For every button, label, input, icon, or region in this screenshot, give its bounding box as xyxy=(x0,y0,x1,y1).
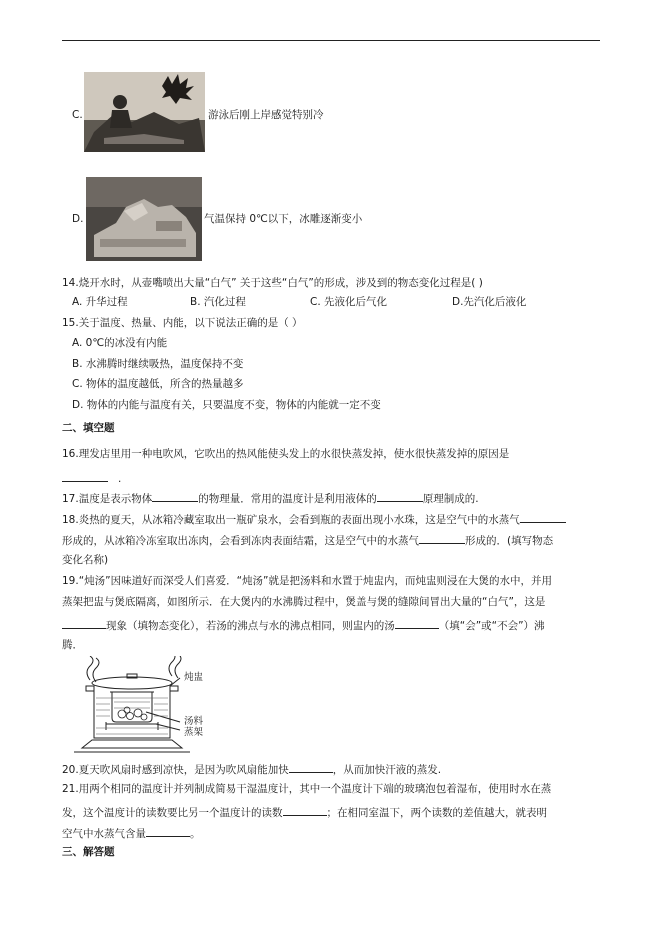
stew-pot-figure xyxy=(72,656,232,754)
option-d-photo xyxy=(86,177,202,261)
q15-option-d: D. 物体的内能与温度有关，只要温度不变，物体的内能就一定不变 xyxy=(72,399,381,411)
q15-option-a: A. 0℃的冰没有内能 xyxy=(72,337,168,349)
q18-blank-2[interactable] xyxy=(419,533,465,544)
q18-blank-1[interactable] xyxy=(520,512,566,523)
q21-text3a: 空气中水蒸气含量 xyxy=(62,828,146,840)
q16-line2 xyxy=(62,471,121,486)
q19-text3b: （填“会”或“不会”）沸 xyxy=(438,620,545,632)
q21-line3 xyxy=(62,826,201,841)
q17-line xyxy=(62,491,479,506)
option-d-text: 气温保持 0℃以下，冰雕逐渐变小 xyxy=(204,213,363,225)
section-2-heading: 二、填空题 xyxy=(62,422,115,434)
q20-blank[interactable] xyxy=(289,762,333,773)
q19-blank-2[interactable] xyxy=(395,618,439,629)
q19-blank-1[interactable] xyxy=(62,618,106,629)
q18-line2 xyxy=(62,533,553,548)
q20-line xyxy=(62,762,441,777)
q18-line1 xyxy=(62,512,566,527)
q14-option-b: B. 汽化过程 xyxy=(190,296,246,308)
q21-blank-1[interactable] xyxy=(283,805,327,816)
q19-line4: 腾． xyxy=(62,639,83,651)
q21-blank-2[interactable] xyxy=(146,826,190,837)
q14-option-c: C. 先液化后气化 xyxy=(310,296,388,308)
q17-blank-1[interactable] xyxy=(152,491,198,502)
q14-option-a: A. 升华过程 xyxy=(72,296,128,308)
q21-text2a: 发，这个温度计的读数要比另一个温度计的读数 xyxy=(62,807,283,819)
q21-line1: 21.用两个相同的温度计并列制成简易干湿温度计，其中一个温度计下端的玻璃泡包着湿布，使用时水在蒸 xyxy=(62,783,552,795)
q21-text3b: 。 xyxy=(190,828,201,840)
q16-end: . xyxy=(118,473,122,485)
q18-line3: 变化名称) xyxy=(62,554,109,566)
q21-text2b: ；在相同室温下，两个读数的差值越大，就表明 xyxy=(326,807,547,819)
option-c-label: C. xyxy=(72,109,83,121)
steam-left-icon xyxy=(87,656,93,680)
q15-option-c: C. 物体的温度越低，所含的热量越多 xyxy=(72,378,244,390)
q18-text2a: 形成的，从冰箱冷冻室取出冻肉，会看到冻肉表面结霜，这是空气中的水蒸气 xyxy=(62,535,419,547)
section-3-heading: 三、解答题 xyxy=(62,846,115,858)
q17-part2: 的物理量．常用的温度计是利用液体的 xyxy=(198,493,377,505)
q15-option-b: B. 水沸腾时继续吸热，温度保持不变 xyxy=(72,358,244,370)
q17-blank-2[interactable] xyxy=(377,491,423,502)
option-c-text: 游泳后刚上岸感觉特别冷 xyxy=(208,109,324,121)
q17-part3: 原理制成的. xyxy=(422,493,479,505)
q14-stem: 14.烧开水时，从壶嘴喷出大量“白气” 关于这些“白气”的形成，涉及到的物态变化过程是( ) xyxy=(62,277,483,289)
ice-sculpture-photo-icon xyxy=(86,177,202,261)
label-steam-rack: 蒸架 xyxy=(184,727,204,738)
q21-line2 xyxy=(62,805,547,820)
q17-part1: 17.温度是表示物体 xyxy=(62,493,153,505)
label-stew-cup: 炖盅 xyxy=(184,672,204,683)
q16-blank[interactable] xyxy=(62,471,108,482)
option-d-label: D. xyxy=(72,213,84,225)
q20-part1: 20.夏天吹风扇时感到凉快，是因为吹风扇能加快 xyxy=(62,764,289,776)
q15-stem: 15.关于温度、热量、内能，以下说法正确的是（ ） xyxy=(62,317,303,329)
q16-line1: 16.理发店里用一种电吹风，它吹出的热风能使头发上的水很快蒸发掉，使水很快蒸发掉的原因是 xyxy=(62,448,510,460)
q19-line2: 蒸架把盅与煲底隔离，如图所示．在大煲内的水沸腾过程中，煲盖与煲的缝隙间冒出大量的“白气”，这是 xyxy=(62,596,546,608)
header-rule xyxy=(62,40,600,41)
q18-text1: 18.炎热的夏天，从冰箱冷藏室取出一瓶矿泉水，会看到瓶的表面出现小水珠，这是空气中的水蒸气 xyxy=(62,514,520,526)
q18-text2b: 形成的．(填写物态 xyxy=(465,535,554,547)
stew-bowl-icon xyxy=(112,692,152,722)
label-ingredients: 汤料 xyxy=(184,716,204,727)
q19-text3a: 现象（填物态变化），若汤的沸点与水的沸点相同，则盅内的汤 xyxy=(106,620,395,632)
q14-option-d: D.先汽化后液化 xyxy=(452,296,527,308)
swimmer-photo-icon xyxy=(84,72,205,152)
q19-line3 xyxy=(62,618,545,633)
option-c-photo xyxy=(84,72,205,152)
q20-part2: ，从而加快汗液的蒸发. xyxy=(332,764,442,776)
q19-line1: 19.“炖汤”因味道好而深受人们喜爱．“炖汤”就是把汤料和水置于炖盅内，而炖盅则浸在大煲的水中，并用 xyxy=(62,575,552,587)
pot-lid-icon xyxy=(92,677,172,689)
